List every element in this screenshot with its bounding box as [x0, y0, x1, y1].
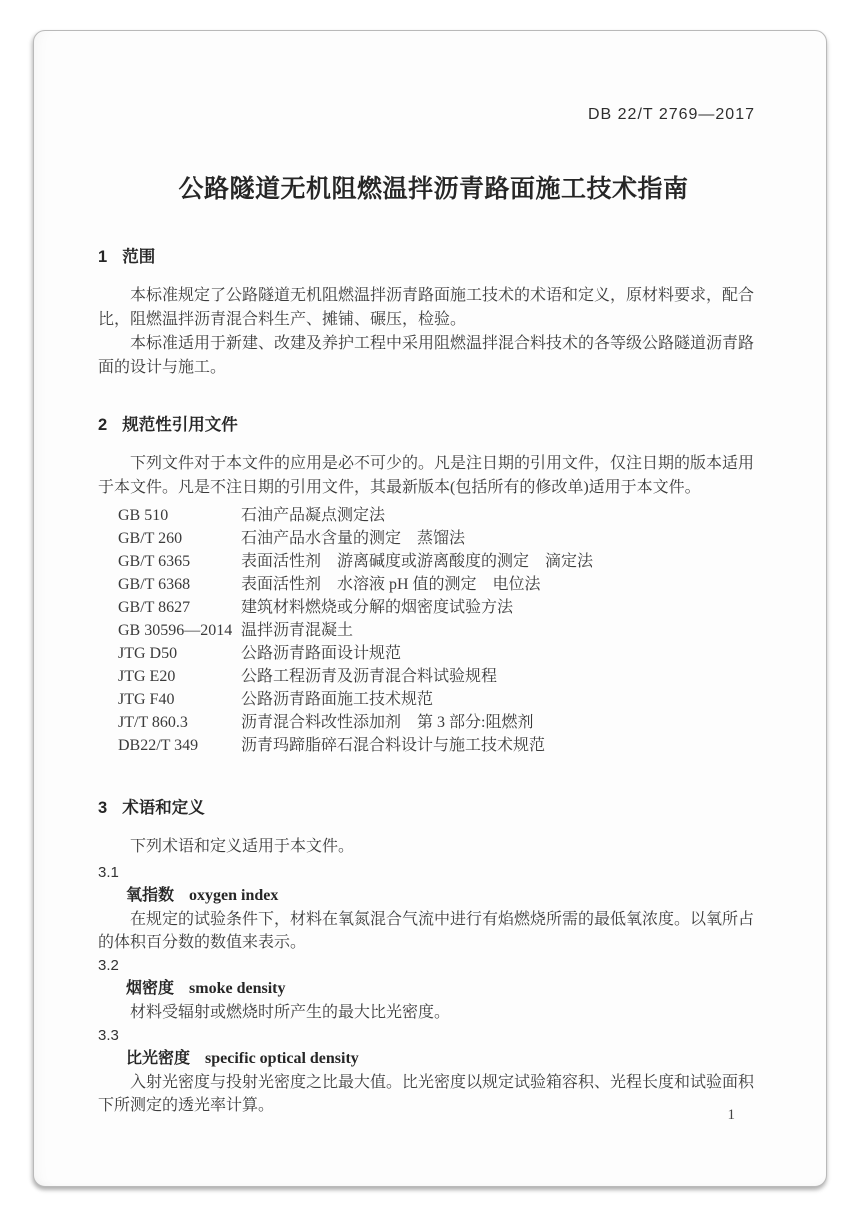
reference-item	[98, 550, 769, 573]
reference-title: 沥青玛蹄脂碎石混合料设计与施工技术规范	[241, 737, 546, 754]
term-entry	[98, 1024, 769, 1117]
reference-code: GB 30596—2014	[118, 622, 233, 639]
section-1-title: 范围	[122, 248, 156, 266]
term-entry	[98, 954, 769, 1024]
term-entry	[98, 861, 769, 954]
section-3-intro: 下列术语和定义适用于本文件。	[130, 838, 355, 855]
term-name-zh: 氧指数	[126, 887, 175, 904]
section-2-title: 规范性引用文件	[122, 416, 238, 434]
page-number: 1	[727, 1107, 735, 1123]
section-1-paragraph-1: 本标准规定了公路隧道无机阻燃温拌沥青路面施工技术的术语和定义，原材料要求，配合比，阻燃温拌沥青混合料生产、摊铺、碾压，检验。	[98, 287, 755, 328]
reference-title: 公路沥青路面施工技术规范	[241, 691, 434, 708]
terms-and-definitions	[98, 861, 769, 1117]
section-3-title: 术语和定义	[122, 799, 205, 817]
term-id: 3.2	[98, 957, 119, 974]
reference-item	[98, 573, 769, 596]
term-name-zh: 比光密度	[126, 1050, 191, 1067]
section-1-paragraph-2: 本标准适用于新建、改建及养护工程中采用阻燃温拌混合料技术的各等级公路隧道沥青路面的设计与施工。	[98, 335, 755, 376]
reference-title: 公路沥青路面设计规范	[241, 645, 402, 662]
reference-title: 建筑材料燃烧或分解的烟密度试验方法	[241, 599, 514, 616]
term-id: 3.3	[98, 1027, 119, 1044]
reference-title: 表面活性剂 水溶液 pH 值的测定 电位法	[241, 576, 541, 593]
term-name-en: smoke density	[189, 980, 286, 997]
section-3-number: 3	[98, 799, 108, 817]
section-3-heading	[98, 797, 769, 819]
reference-item	[98, 642, 769, 665]
reference-code: GB/T 6365	[118, 553, 191, 570]
normative-references-list	[98, 504, 769, 757]
reference-code: DB22/T 349	[118, 737, 199, 754]
reference-item	[98, 619, 769, 642]
reference-code: JTG E20	[118, 668, 176, 685]
reference-title: 石油产品水含量的测定 蒸馏法	[241, 530, 466, 547]
document-page	[33, 30, 827, 1187]
reference-item	[98, 734, 769, 757]
reference-item	[98, 665, 769, 688]
reference-item	[98, 504, 769, 527]
reference-title: 表面活性剂 游离碱度或游离酸度的测定 滴定法	[241, 553, 594, 570]
reference-code: JTG D50	[118, 645, 178, 662]
reference-item	[98, 711, 769, 734]
reference-title: 石油产品凝点测定法	[241, 507, 386, 524]
reference-code: GB/T 8627	[118, 599, 191, 616]
reference-title: 公路工程沥青及沥青混合料试验规程	[241, 668, 498, 685]
term-definition: 入射光密度与投射光密度之比最大值。比光密度以规定试验箱容积、光程长度和试验面积下所测定的透光率计算。	[98, 1074, 755, 1114]
reference-code: JT/T 860.3	[118, 714, 188, 731]
term-name-en: oxygen index	[189, 887, 279, 904]
reference-item	[98, 688, 769, 711]
term-name-en: specific optical density	[205, 1050, 359, 1067]
term-name-zh: 烟密度	[126, 980, 175, 997]
term-name	[98, 977, 769, 1001]
section-2-heading	[98, 414, 769, 436]
document-title: 公路隧道无机阻燃温拌沥青路面施工技术指南	[178, 175, 689, 203]
reference-code: JTG F40	[118, 691, 175, 708]
section-2-intro: 下列文件对于本文件的应用是必不可少的。凡是注日期的引用文件，仅注日期的版本适用于本文件。凡是不注日期的引用文件，其最新版本(包括所有的修改单)适用于本文件。	[98, 455, 755, 496]
term-definition: 材料受辐射或燃烧时所产生的最大比光密度。	[130, 1004, 451, 1021]
reference-code: GB/T 260	[118, 530, 183, 547]
standard-code: DB 22/T 2769—2017	[587, 106, 755, 123]
term-name	[98, 884, 769, 908]
term-id: 3.1	[98, 864, 119, 881]
reference-title: 沥青混合料改性添加剂 第 3 部分:阻燃剂	[241, 714, 534, 731]
term-definition: 在规定的试验条件下，材料在氧氮混合气流中进行有焰燃烧所需的最低氧浓度。以氧所占的体积百分数的数值来表示。	[98, 911, 755, 951]
reference-title: 温拌沥青混凝土	[241, 622, 354, 639]
section-2-number: 2	[98, 416, 108, 434]
section-1-number: 1	[98, 248, 108, 266]
reference-item	[98, 596, 769, 619]
reference-code: GB 510	[118, 507, 169, 524]
term-name	[98, 1047, 769, 1071]
reference-item	[98, 527, 769, 550]
section-1-heading	[98, 246, 769, 268]
reference-code: GB/T 6368	[118, 576, 191, 593]
